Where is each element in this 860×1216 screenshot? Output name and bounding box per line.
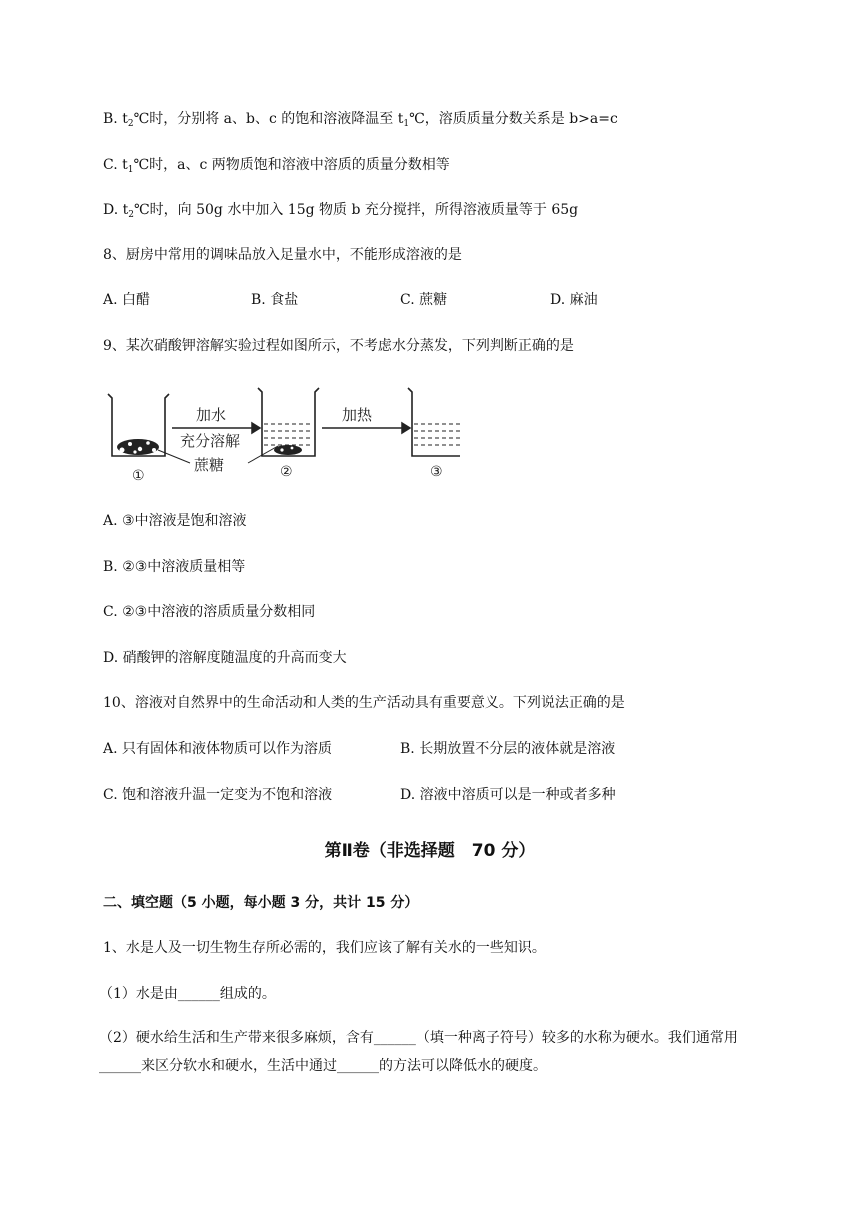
q10-option-d: D. 溶液中溶质可以是一种或者多种 (400, 787, 616, 803)
arrow-heat (322, 423, 410, 433)
q10-option-c: C. 饱和溶液升温一定变为不饱和溶液 (103, 787, 333, 803)
label-sugar: 蔗糖 (194, 456, 225, 474)
q7-option-c: C. $t_1℃$时，a、c 两物质饱和溶液中溶质的质量分数相等 (103, 157, 450, 175)
beaker-2-label: ② (280, 464, 293, 480)
fill-q1-sub2: （2）硬水给生活和生产带来很多麻烦，含有______（填一种离子符号）较多的水称为硬水。我们通常用______来区分软水和硬水，生活中通过______的方法可以降低水的硬度。 (99, 1030, 738, 1074)
sugar-crystals (117, 439, 159, 455)
q8-option-c: C. 蔗糖 (400, 292, 448, 308)
q9-stem: 9、某次硝酸钾溶解实验过程如图所示，不考虑水分蒸发，下列判断正确的是 (103, 338, 574, 354)
part2-title: 第Ⅱ卷（非选择题 70 分） (324, 841, 536, 861)
fill-q1-stem: 1、水是人及一切生物生存所必需的，我们应该了解有关水的一些知识。 (103, 940, 546, 956)
q9-figure (100, 380, 460, 490)
q9-option-a: A. ③中溶液是饱和溶液 (103, 513, 247, 529)
fill-q1-sub1: （1）水是由______组成的。 (99, 986, 276, 1002)
undissolved-sugar (274, 445, 302, 455)
label-dissolve: 充分溶解 (180, 432, 241, 450)
q10-option-a: A. 只有固体和液体物质可以作为溶质 (103, 741, 333, 757)
q7-option-d: D. $t_2℃$时，向 50g 水中加入 15g 物质 b 充分搅拌，所得溶液质量等于 65g (103, 202, 579, 220)
q10-stem: 10、溶液对自然界中的生命活动和人类的生产活动具有重要意义。下列说法正确的是 (103, 695, 625, 711)
q9-option-d: D. 硝酸钾的溶解度随温度的升高而变大 (103, 650, 347, 666)
pointer-sugar-2 (248, 446, 278, 463)
beaker-1-label: ① (132, 468, 145, 484)
q8-stem: 8、厨房中常用的调味品放入足量水中，不能形成溶液的是 (103, 247, 462, 263)
q10-option-b: B. 长期放置不分层的液体就是溶液 (400, 741, 616, 757)
beaker-3 (408, 388, 460, 456)
q8-option-a: A. 白醋 (103, 292, 151, 308)
label-heat: 加热 (342, 406, 373, 424)
beaker-3-label: ③ (430, 464, 443, 480)
q8-option-d: D. 麻油 (550, 292, 598, 308)
q7-option-b: B. $t_2℃$时，分别将 a、b、c 的饱和溶液降温至 $t_1℃$，溶质质量分数关系是 b>a=c (103, 111, 618, 129)
q9-option-c: C. ②③中溶液的溶质质量分数相同 (103, 604, 316, 620)
section-title: 二、填空题（5 小题，每小题 3 分，共计 15 分） (103, 895, 419, 911)
q8-option-b: B. 食盐 (251, 292, 299, 308)
label-add-water: 加水 (196, 406, 227, 424)
q9-option-b: B. ②③中溶液质量相等 (103, 559, 246, 575)
